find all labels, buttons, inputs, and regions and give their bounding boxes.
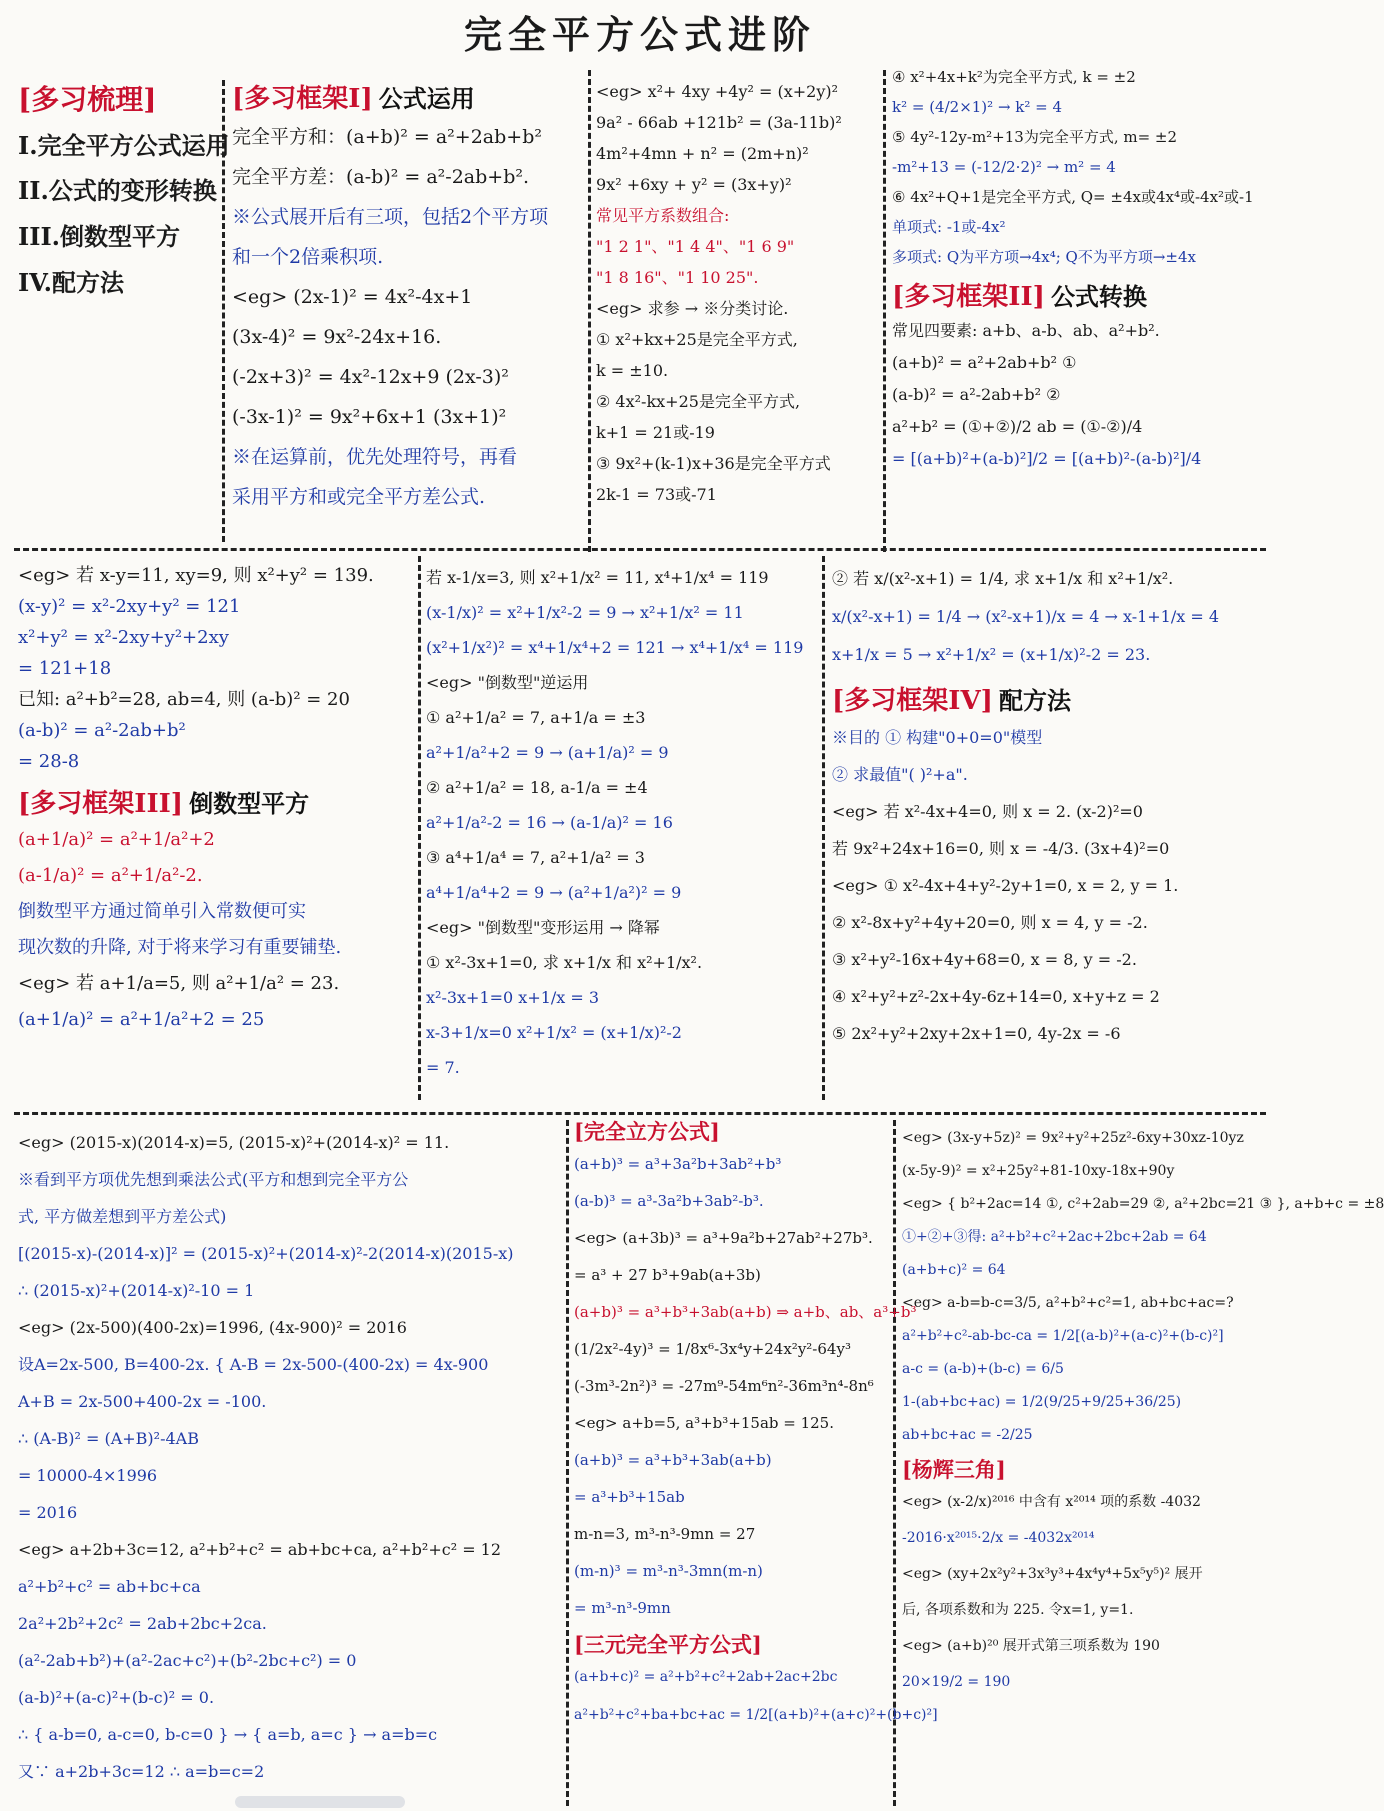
note-line: = 28-8 [18,751,80,772]
note-line: (a-1/a)² = a²+1/a²-2. [18,865,203,886]
note-line: ab+bc+ac = -2/25 [902,1427,1033,1443]
divider [893,1120,896,1806]
note-line: 完全平方差：(a-b)² = a²-2ab+b². [232,166,530,188]
note-line: (x²+1/x²)² = x⁴+1/x⁴+2 = 121 → x⁴+1/x⁴ = 119 [426,638,804,657]
note-line: ∴ { a-b=0, a-c=0, b-c=0 } → { a=b, a=c } → a=b=c [18,1725,438,1744]
note-line: <eg> (2x-1)² = 4x²-4x+1 [232,286,473,308]
frame-2-header [892,276,1272,313]
note-line: -2016·x²⁰¹⁵·2/x = -4032x²⁰¹⁴ [902,1529,1095,1546]
note-line: <eg> a+b=5, a³+b³+15ab = 125. [574,1413,834,1432]
note-line: ② 求最值"( )²+a". [832,765,968,784]
note-line: = 7. [426,1058,460,1077]
note-line: 多项式: Q为平方项→4x⁴; Q不为平方项→±4x [892,248,1196,266]
note-line: ※目的 ① 构建"0+0=0"模型 [832,728,1043,747]
note-line: 采用平方和或完全平方差公式. [232,486,486,508]
note-line: ① x²+kx+25是完全平方式, [596,330,798,349]
note-line: (-3x-1)² = 9x²+6x+1 (3x+1)² [232,406,507,428]
note-line: k² = (4/2×1)² → k² = 4 [892,98,1063,116]
pascal-lines [902,1484,1274,1700]
divider [566,1120,569,1806]
note-line: (3x-4)² = 9x²-24x+16. [232,326,442,348]
note-line: 常见平方系数组合: [596,206,730,225]
note-line: 1-(ab+bc+ac) = 1/2(9/25+9/25+36/25) [902,1394,1182,1410]
note-line: <eg> 若 x²-4x+4=0, 则 x = 2. (x-2)²=0 [832,802,1143,821]
bot-c-lines [902,1122,1384,1452]
note-line: "1 8 16"、"1 10 25". [596,268,759,287]
catalog-panel [18,78,230,538]
note-line: (a-b)²+(a-c)²+(b-c)² = 0. [18,1688,215,1707]
note-line: a²+b²+c²-ab-bc-ca = 1/2[(a-b)²+(a-c)²+(b-c)²] [902,1328,1224,1344]
note-line: ③ a⁴+1/a⁴ = 7, a²+1/a² = 3 [426,848,645,867]
note-line: = a³+b³+15ab [574,1487,685,1506]
note-line: a²+1/a²-2 = 16 → (a-1/a)² = 16 [426,813,673,832]
note-line: a²+b²+c² = ab+bc+ca [18,1577,201,1596]
note-line: (a+b)³ = a³+b³+3ab(a+b) [574,1450,772,1469]
catalog-item: II.公式的变形转换 [18,176,217,206]
note-line: ※在运算前，优先处理符号，再看 [232,446,518,468]
note-line: ① a²+1/a² = 7, a+1/a = ±3 [426,708,646,727]
note-line: ③ 9x²+(k-1)x+36是完全平方式 [596,454,831,473]
note-line: 设A=2x-500, B=400-2x. { A-B = 2x-500-(400-2x) = 4x-900 [18,1355,489,1374]
note-line: <eg> (x-2/x)²⁰¹⁶ 中含有 x²⁰¹⁴ 项的系数 -4032 [902,1493,1201,1510]
divider [14,1112,1266,1115]
note-line: "1 2 1"、"1 4 4"、"1 6 9" [596,237,795,256]
note-line: ② x²-8x+y²+4y+20=0, 则 x = 4, y = -2. [832,913,1148,932]
note-line: ② 4x²-kx+25是完全平方式, [596,392,801,411]
scroll-bar[interactable] [235,1796,405,1808]
examples-panel-a [596,76,880,546]
note-line: (-3m³-2n²)³ = -27m⁹-54m⁶n²-36m³n⁴-8n⁶ [574,1376,874,1395]
substitution-panel [18,1124,562,1806]
note-line: <eg> x²+ 4xy +4y² = (x+2y)² [596,82,839,101]
note-line: (m-n)³ = m³-n³-3mn(m-n) [574,1561,763,1580]
note-line: ⑤ 4y²-12y-m²+13为完全平方式, m= ±2 [892,128,1178,146]
note-line: ② 若 x/(x²-x+1) = 1/4, 求 x+1/x 和 x²+1/x². [832,569,1174,588]
note-line: -m²+13 = (-12/2·2)² → m² = 4 [892,158,1116,176]
note-line: x-3+1/x=0 x²+1/x² = (x+1/x)²-2 [426,1023,682,1042]
note-line: <eg> (3x-y+5z)² = 9x²+y²+25z²-6xy+30xz-10yz [902,1130,1244,1146]
catalog-header: [多习梳理] [18,83,157,116]
note-line: ※公式展开后有三项，包括2个平方项 [232,206,549,228]
note-line: ① x²-3x+1=0, 求 x+1/x 和 x²+1/x². [426,953,703,972]
mid-b-lines [426,560,818,1085]
mid-c-lines [832,560,1272,674]
note-line: <eg> (a+b)²⁰ 展开式第三项系数为 190 [902,1637,1160,1654]
note-line: = 121+18 [18,658,112,679]
note-line: (-2x+3)² = 4x²-12x+9 (2x-3)² [232,366,509,388]
note-line: 现次数的升降, 对于将来学习有重要铺垫. [18,937,342,958]
note-line: 式, 平方做差想到平方差公式) [18,1207,227,1226]
note-line: <eg> "倒数型"逆运用 [426,673,589,692]
note-line: <eg> (a+3b)³ = a³+9a²b+27ab²+27b³. [574,1228,873,1247]
note-line: <eg> (2015-x)(2014-x)=5, (2015-x)²+(2014-x)² = 11. [18,1133,450,1152]
note-line: a⁴+1/a⁴+2 = 9 → (a²+1/a²)² = 9 [426,883,682,902]
note-line: <eg> (2x-500)(400-2x)=1996, (4x-900)² = 2016 [18,1318,407,1337]
note-line: (x-y)² = x²-2xy+y² = 121 [18,596,241,617]
frame-3-title: 倒数型平方 [189,789,310,818]
note-line: A+B = 2x-500+400-2x = -100. [18,1392,267,1411]
note-line: (a²-2ab+b²)+(a²-2ac+c²)+(b²-2bc+c²) = 0 [18,1651,357,1670]
page-title: 完全平方公式进阶 [463,12,816,57]
note-line: [(2015-x)-(2014-x)]² = (2015-x)²+(2014-x)²-2(2014-x)(2015-x) [18,1244,514,1263]
frame-1-header [232,78,584,115]
note-line: k = ±10. [596,361,669,380]
note-line: (a+b+c)² = a²+b²+c²+2ab+2ac+2bc [574,1669,838,1686]
frame-4-lines [832,719,1272,1052]
note-line: <eg> 若 x-y=11, xy=9, 则 x²+y² = 139. [18,565,374,586]
note-line: <eg> 若 a+1/a=5, 则 a²+1/a² = 23. [18,973,340,994]
note-line: a-c = (a-b)+(b-c) = 6/5 [902,1361,1064,1377]
note-line: 9a² - 66ab +121b² = (3a-11b)² [596,113,842,132]
note-line: = 10000-4×1996 [18,1466,158,1485]
note-line: ∴ (A-B)² = (A+B)²-4AB [18,1429,199,1448]
note-line: (a+b)³ = a³+b³+3ab(a+b) ⇒ a+b、ab、a³+b³ [574,1302,917,1321]
catalog-item: IV.配方法 [18,267,125,297]
note-line: 倒数型平方通过简单引入常数便可实 [18,901,306,922]
note-line: <eg> a-b=b-c=3/5, a²+b²+c²=1, ab+bc+ac=? [902,1295,1234,1311]
examples-a-lines [596,76,880,510]
note-line: (a-b)³ = a³-3a²b+3ab²-b³. [574,1191,764,1210]
note-line: 又∵ a+2b+3c=12 ∴ a=b=c=2 [18,1762,265,1781]
params-lines [892,62,1272,272]
note-line: k+1 = 21或-19 [596,423,715,442]
note-line: <eg> a+2b+3c=12, a²+b²+c² = ab+bc+ca, a²+b²+c² = 12 [18,1540,502,1559]
note-line: (1/2x²-4y)³ = 1/8x⁶-3x⁴y+24x²y²-64y³ [574,1339,851,1358]
frame-4-title: 配方法 [998,686,1071,715]
note-line: (a+b)² = a²+2ab+b² ① [892,353,1077,372]
note-line: = a³ + 27 b³+9ab(a+3b) [574,1265,761,1284]
divider [883,70,886,552]
divider [418,556,421,1100]
cube-lines [574,1146,917,1627]
frame-3-tag: [多习框架III] [18,789,184,819]
note-line: 若 x-1/x=3, 则 x²+1/x² = 11, x⁴+1/x⁴ = 119 [426,568,769,587]
note-line: = [(a+b)²+(a-b)²]/2 = [(a+b)²-(a-b)²]/4 [892,449,1202,468]
note-line: 和一个2倍乘积项. [232,246,384,268]
divider [14,548,1266,551]
trinomial-lines [574,1658,938,1734]
note-line: x²+y² = x²-2xy+y²+2xy [18,627,229,648]
divider [822,556,825,1100]
note-line: ∴ (2015-x)²+(2014-x)²-10 = 1 [18,1281,255,1300]
note-line: <eg> (xy+2x²y²+3x³y³+4x⁴y⁴+5x⁵y⁵)² 展开 [902,1565,1203,1582]
note-line: ⑥ 4x²+Q+1是完全平方式, Q= ±4x或4x⁴或-4x²或-1 [892,188,1254,206]
note-line: <eg> "倒数型"变形运用 → 降幂 [426,918,660,937]
note-line: a²+b²+c²+ba+bc+ac = 1/2[(a+b)²+(a+c)²+(b+c)²] [574,1707,938,1724]
catalog-item: III.倒数型平方 [18,221,181,251]
note-line: ② a²+1/a² = 18, a-1/a = ±4 [426,778,648,797]
note-line: = 2016 [18,1503,78,1522]
note-line: 常见四要素: a+b、a-b、ab、a²+b². [892,321,1160,340]
note-line: 2a²+2b²+2c² = 2ab+2bc+2ca. [18,1614,267,1633]
note-line: <eg> { b²+2ac=14 ①, c²+2ab=29 ②, a²+2bc=21 ③ }, a+b+c = ±8 [902,1196,1384,1212]
note-line: 后, 各项系数和为 225. 令x=1, y=1. [902,1601,1134,1618]
note-line: x²-3x+1=0 x+1/x = 3 [426,988,600,1007]
note-line: a²+1/a²+2 = 9 → (a+1/a)² = 9 [426,743,669,762]
frame-3-header [18,783,414,820]
note-line: ④ x²+4x+k²为完全平方式, k = ±2 [892,68,1136,86]
note-line: (a+1/a)² = a²+1/a²+2 [18,829,215,850]
note-line: (a-b)² = a²-2ab+b² [18,720,186,741]
note-line: 9x² +6xy + y² = (3x+y)² [596,175,792,194]
note-line: (a+b+c)² = 64 [902,1262,1006,1278]
note-line: ※看到平方项优先想到乘法公式(平方和想到完全平方公 [18,1170,409,1189]
frame-4-tag: [多习框架IV] [832,686,993,716]
pascal-tag: [杨辉三角] [902,1457,1006,1482]
frame-1-title: 公式运用 [378,84,475,113]
divider [588,70,591,552]
note-line: <eg> ① x²-4x+4+y²-2y+1=0, x = 2, y = 1. [832,876,1179,895]
note-line: (a+1/a)² = a²+1/a²+2 = 25 [18,1009,265,1030]
note-line: (a-b)² = a²-2ab+b² ② [892,385,1061,404]
frame-1-panel [232,78,584,544]
note-line: m-n=3, m³-n³-9mn = 27 [574,1524,756,1543]
frame-1-tag: [多习框架I] [232,84,373,114]
frame-2-lines [892,315,1272,475]
frame-4-header [832,680,1272,717]
note-line: a²+b² = (①+②)/2 ab = (①-②)/4 [892,417,1143,436]
reciprocal-panel [426,560,818,1104]
catalog-item: I.完全平方公式运用 [18,130,230,160]
note-line: ①+②+③得: a²+b²+c²+2ac+2bc+2ab = 64 [902,1229,1207,1245]
note-line: 单项式: -1或-4x² [892,218,1006,236]
bot-a-lines [18,1124,562,1790]
note-line: ④ x²+y²+z²-2x+4y-6z+14=0, x+y+z = 2 [832,987,1160,1006]
note-line: 2k-1 = 73或-71 [596,485,717,504]
frame-1-lines [232,117,584,517]
frame-2-tag: [多习框架II] [892,282,1045,312]
note-line: 若 9x²+24x+16=0, 则 x = -4/3. (3x+4)²=0 [832,839,1170,858]
note-line: x+1/x = 5 → x²+1/x² = (x+1/x)²-2 = 23. [832,645,1151,664]
trinomial-tag: [三元完全平方公式] [574,1631,762,1657]
pascal-panel [902,1122,1384,1806]
note-line: 完全平方和：(a+b)² = a²+2ab+b² [232,126,542,148]
note-line: ⑤ 2x²+y²+2xy+2x+1=0, 4y-2x = -6 [832,1024,1121,1043]
note-line: (x-5y-9)² = x²+25y²+81-10xy-18x+90y [902,1163,1175,1179]
cube-tag: [完全立方公式] [574,1119,720,1144]
note-line: 已知: a²+b²=28, ab=4, 则 (a-b)² = 20 [18,689,350,710]
frame-3-panel [18,560,414,1104]
cube-panel [574,1118,938,1806]
note-line: 20×19/2 = 190 [902,1673,1011,1690]
note-line: <eg> 求参 → ※分类讨论. [596,299,789,318]
note-line: x/(x²-x+1) = 1/4 → (x²-x+1)/x = 4 → x-1+1/x = 4 [832,607,1220,626]
note-line: 4m²+4mn + n² = (2m+n)² [596,144,809,163]
note-line: ③ x²+y²-16x+4y+68=0, x = 8, y = -2. [832,950,1137,969]
frame-4-panel [832,560,1272,1104]
note-line: (a+b)³ = a³+3a²b+3ab²+b³ [574,1154,782,1173]
note-line: = m³-n³-9mn [574,1598,671,1617]
frame-3-lines [18,822,414,1038]
frame-2-title: 公式转换 [1050,282,1147,311]
note-line: (x-1/x)² = x²+1/x²-2 = 9 → x²+1/x² = 11 [426,603,744,622]
frame-2-panel [892,62,1272,546]
mid-a-lines [18,560,414,777]
